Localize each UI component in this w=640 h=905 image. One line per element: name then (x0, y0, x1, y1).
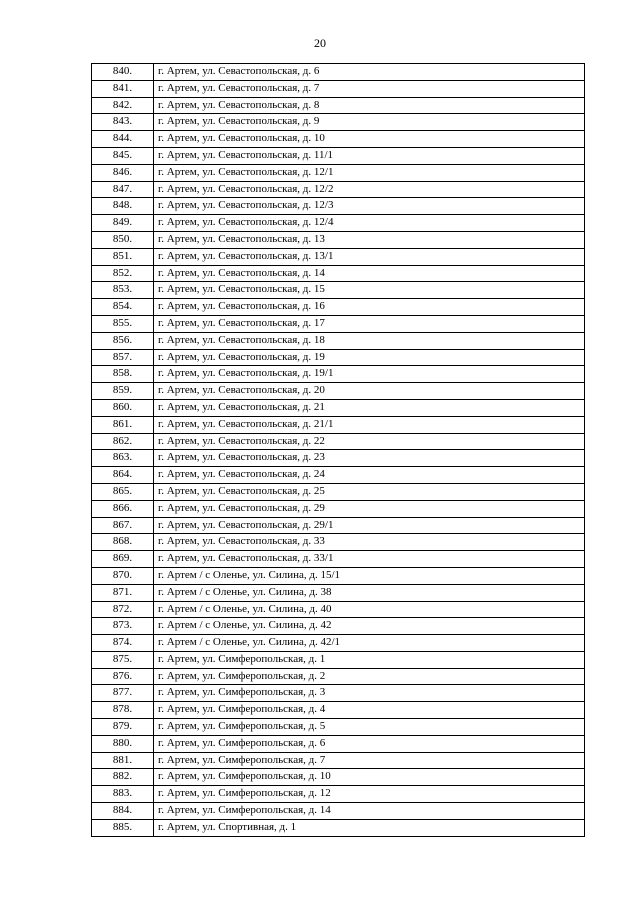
row-address: г. Артем, ул. Севастопольская, д. 15 (154, 282, 585, 299)
address-table (91, 63, 585, 837)
table-row (92, 651, 585, 668)
row-address: г. Артем, ул. Севастопольская, д. 21 (154, 399, 585, 416)
row-address: г. Артем, ул. Севастопольская, д. 29/1 (154, 517, 585, 534)
table-row (92, 383, 585, 400)
row-address: г. Артем, ул. Севастопольская, д. 13 (154, 231, 585, 248)
row-number: 864. (92, 467, 154, 484)
row-number: 868. (92, 534, 154, 551)
row-number: 873. (92, 618, 154, 635)
table-row (92, 483, 585, 500)
table-row (92, 786, 585, 803)
table-row (92, 97, 585, 114)
row-address: г. Артем / с Оленье, ул. Силина, д. 42 (154, 618, 585, 635)
row-address: г. Артем, ул. Севастопольская, д. 9 (154, 114, 585, 131)
row-address: г. Артем, ул. Севастопольская, д. 22 (154, 433, 585, 450)
table-row (92, 198, 585, 215)
table-row (92, 500, 585, 517)
row-address: г. Артем, ул. Севастопольская, д. 29 (154, 500, 585, 517)
row-address: г. Артем, ул. Севастопольская, д. 10 (154, 131, 585, 148)
row-number: 880. (92, 735, 154, 752)
row-number: 847. (92, 181, 154, 198)
row-address: г. Артем, ул. Севастопольская, д. 33 (154, 534, 585, 551)
row-address: г. Артем, ул. Севастопольская, д. 18 (154, 332, 585, 349)
row-number: 843. (92, 114, 154, 131)
row-number: 853. (92, 282, 154, 299)
row-address: г. Артем, ул. Севастопольская, д. 12/2 (154, 181, 585, 198)
row-address: г. Артем, ул. Симферопольская, д. 4 (154, 702, 585, 719)
row-number: 879. (92, 719, 154, 736)
row-address: г. Артем / с Оленье, ул. Силина, д. 38 (154, 584, 585, 601)
row-address: г. Артем, ул. Севастопольская, д. 17 (154, 315, 585, 332)
table-row (92, 299, 585, 316)
row-address: г. Артем, ул. Севастопольская, д. 13/1 (154, 248, 585, 265)
table-row (92, 534, 585, 551)
table-row (92, 769, 585, 786)
row-address: г. Артем / с Оленье, ул. Силина, д. 42/1 (154, 635, 585, 652)
row-address: г. Артем, ул. Симферопольская, д. 7 (154, 752, 585, 769)
table-row (92, 131, 585, 148)
row-number: 870. (92, 567, 154, 584)
row-address: г. Артем / с Оленье, ул. Силина, д. 15/1 (154, 567, 585, 584)
row-number: 866. (92, 500, 154, 517)
row-address: г. Артем, ул. Симферопольская, д. 14 (154, 803, 585, 820)
row-number: 883. (92, 786, 154, 803)
table-row (92, 819, 585, 836)
table-row (92, 164, 585, 181)
table-row (92, 248, 585, 265)
row-address: г. Артем, ул. Севастопольская, д. 19 (154, 349, 585, 366)
row-number: 878. (92, 702, 154, 719)
row-address: г. Артем, ул. Севастопольская, д. 6 (154, 64, 585, 81)
row-address: г. Артем, ул. Севастопольская, д. 24 (154, 467, 585, 484)
row-address: г. Артем, ул. Севастопольская, д. 14 (154, 265, 585, 282)
table-row (92, 399, 585, 416)
table-row (92, 282, 585, 299)
row-number: 851. (92, 248, 154, 265)
table-row (92, 215, 585, 232)
row-address: г. Артем, ул. Севастопольская, д. 23 (154, 450, 585, 467)
row-address: г. Артем, ул. Симферопольская, д. 12 (154, 786, 585, 803)
row-address: г. Артем, ул. Симферопольская, д. 3 (154, 685, 585, 702)
row-address: г. Артем / с Оленье, ул. Силина, д. 40 (154, 601, 585, 618)
table-row (92, 685, 585, 702)
row-address: г. Артем, ул. Севастопольская, д. 33/1 (154, 551, 585, 568)
row-number: 874. (92, 635, 154, 652)
row-number: 841. (92, 80, 154, 97)
row-number: 855. (92, 315, 154, 332)
table-row (92, 265, 585, 282)
row-address: г. Артем, ул. Севастопольская, д. 7 (154, 80, 585, 97)
row-number: 846. (92, 164, 154, 181)
table-row (92, 349, 585, 366)
table-row (92, 618, 585, 635)
row-number: 875. (92, 651, 154, 668)
row-number: 882. (92, 769, 154, 786)
row-number: 884. (92, 803, 154, 820)
table-row (92, 601, 585, 618)
table-row (92, 80, 585, 97)
row-address: г. Артем, ул. Севастопольская, д. 12/4 (154, 215, 585, 232)
row-address: г. Артем, ул. Симферопольская, д. 1 (154, 651, 585, 668)
row-number: 854. (92, 299, 154, 316)
table-row (92, 702, 585, 719)
table-row (92, 366, 585, 383)
row-address: г. Артем, ул. Севастопольская, д. 21/1 (154, 416, 585, 433)
row-number: 881. (92, 752, 154, 769)
row-address: г. Артем, ул. Севастопольская, д. 12/1 (154, 164, 585, 181)
table-row (92, 416, 585, 433)
table-row (92, 517, 585, 534)
row-address: г. Артем, ул. Севастопольская, д. 11/1 (154, 147, 585, 164)
row-number: 850. (92, 231, 154, 248)
row-number: 869. (92, 551, 154, 568)
row-address: г. Артем, ул. Симферопольская, д. 6 (154, 735, 585, 752)
row-number: 845. (92, 147, 154, 164)
row-number: 885. (92, 819, 154, 836)
row-address: г. Артем, ул. Симферопольская, д. 10 (154, 769, 585, 786)
row-number: 852. (92, 265, 154, 282)
table-row (92, 551, 585, 568)
page-number: 20 (314, 36, 326, 50)
row-address: г. Артем, ул. Симферопольская, д. 2 (154, 668, 585, 685)
row-number: 840. (92, 64, 154, 81)
table-row (92, 735, 585, 752)
table-row (92, 635, 585, 652)
table-row (92, 181, 585, 198)
row-number: 849. (92, 215, 154, 232)
table-row (92, 567, 585, 584)
table-row (92, 114, 585, 131)
row-address: г. Артем, ул. Севастопольская, д. 8 (154, 97, 585, 114)
table-row (92, 467, 585, 484)
row-number: 860. (92, 399, 154, 416)
row-number: 871. (92, 584, 154, 601)
table-row (92, 64, 585, 81)
row-number: 867. (92, 517, 154, 534)
table-row (92, 433, 585, 450)
row-number: 861. (92, 416, 154, 433)
row-number: 877. (92, 685, 154, 702)
row-number: 842. (92, 97, 154, 114)
row-number: 862. (92, 433, 154, 450)
row-address: г. Артем, ул. Севастопольская, д. 20 (154, 383, 585, 400)
row-address: г. Артем, ул. Севастопольская, д. 16 (154, 299, 585, 316)
row-address: г. Артем, ул. Спортивная, д. 1 (154, 819, 585, 836)
table-row (92, 719, 585, 736)
row-number: 856. (92, 332, 154, 349)
table-row (92, 752, 585, 769)
row-number: 848. (92, 198, 154, 215)
table-row (92, 332, 585, 349)
row-address: г. Артем, ул. Севастопольская, д. 25 (154, 483, 585, 500)
row-address: г. Артем, ул. Севастопольская, д. 19/1 (154, 366, 585, 383)
row-number: 863. (92, 450, 154, 467)
table-row (92, 231, 585, 248)
row-number: 872. (92, 601, 154, 618)
row-number: 844. (92, 131, 154, 148)
table-row (92, 450, 585, 467)
row-address: г. Артем, ул. Севастопольская, д. 12/3 (154, 198, 585, 215)
row-address: г. Артем, ул. Симферопольская, д. 5 (154, 719, 585, 736)
row-number: 865. (92, 483, 154, 500)
table-row (92, 147, 585, 164)
table-row (92, 668, 585, 685)
table-row (92, 315, 585, 332)
table-row (92, 584, 585, 601)
row-number: 876. (92, 668, 154, 685)
row-number: 857. (92, 349, 154, 366)
table-row (92, 803, 585, 820)
row-number: 859. (92, 383, 154, 400)
address-table-body (92, 64, 585, 837)
row-number: 858. (92, 366, 154, 383)
